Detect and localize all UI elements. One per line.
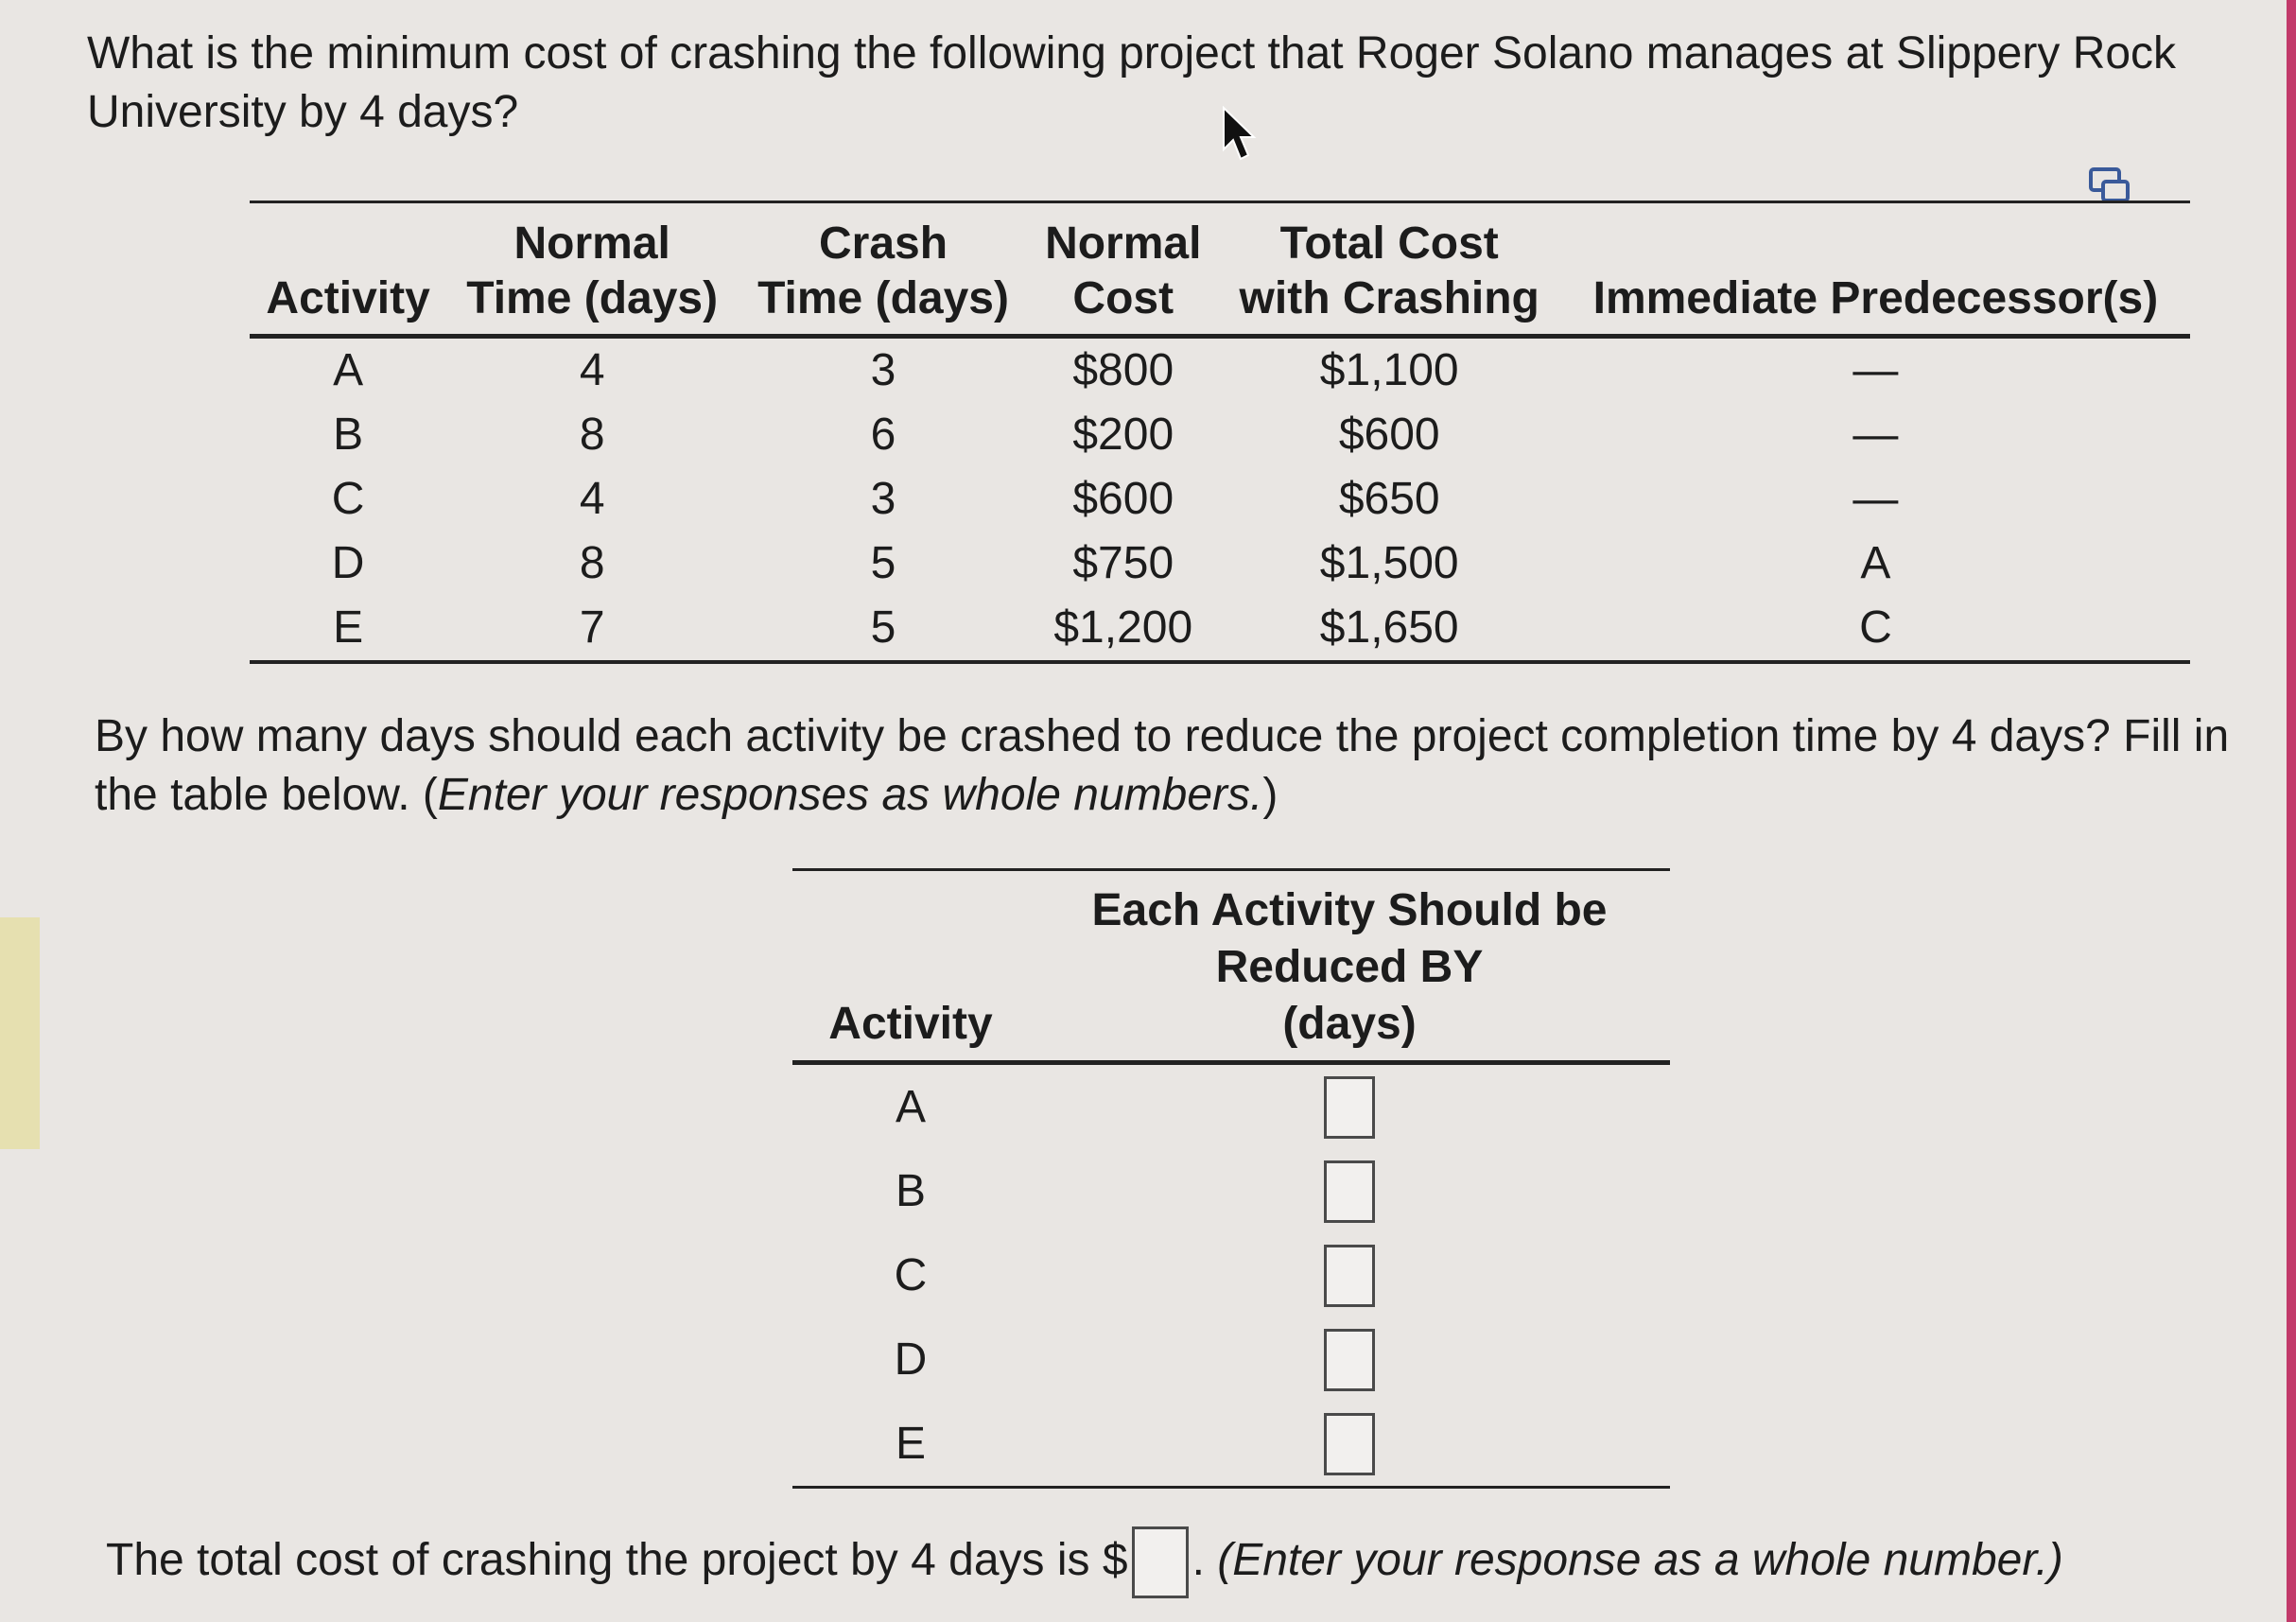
cell-total-cost: $650 bbox=[1338, 474, 1440, 524]
cell-normal-time: 8 bbox=[579, 538, 605, 588]
popout-icon[interactable] bbox=[2088, 166, 2131, 204]
cell-activity: A bbox=[333, 345, 364, 395]
answer-activity-label: E bbox=[895, 1419, 926, 1469]
cell-crash-time: 5 bbox=[870, 538, 896, 588]
mouse-cursor-icon bbox=[1220, 106, 1258, 163]
answer-activity-label: D bbox=[894, 1334, 928, 1385]
answer-header-row bbox=[792, 870, 1670, 1063]
answer-row bbox=[792, 1149, 1670, 1233]
answer-row bbox=[792, 1402, 1670, 1488]
table-row bbox=[250, 467, 2190, 532]
cell-normal-cost: $800 bbox=[1072, 345, 1174, 395]
table-header-row bbox=[250, 202, 2190, 337]
answer-col-reduction: Each Activity Should be Reduced BY (days) bbox=[1091, 885, 1608, 1049]
cell-activity: D bbox=[331, 538, 365, 588]
cell-predecessor: — bbox=[1852, 345, 1899, 395]
cell-predecessor: A bbox=[1860, 538, 1891, 588]
instructions-close: ) bbox=[1262, 770, 1278, 820]
cell-predecessor: C bbox=[1859, 602, 1892, 653]
cell-total-cost: $1,100 bbox=[1319, 345, 1459, 395]
col-header-crash-time: Crash Time (days) bbox=[757, 218, 1009, 323]
cell-normal-cost: $200 bbox=[1072, 410, 1174, 460]
project-data-table bbox=[250, 201, 2190, 664]
cell-crash-time: 5 bbox=[870, 602, 896, 653]
answer-row bbox=[792, 1063, 1670, 1150]
table-row bbox=[250, 596, 2190, 662]
table-row bbox=[250, 403, 2190, 467]
answer-activity-label: B bbox=[895, 1166, 926, 1216]
cell-normal-cost: $1,200 bbox=[1053, 602, 1193, 653]
cell-predecessor: — bbox=[1852, 474, 1899, 524]
col-header-activity: Activity bbox=[266, 273, 430, 323]
instructions-text bbox=[95, 707, 2270, 825]
side-highlight bbox=[0, 917, 40, 1149]
cell-total-cost: $1,650 bbox=[1319, 602, 1459, 653]
reduction-input-c[interactable] bbox=[1324, 1245, 1375, 1307]
cell-crash-time: 3 bbox=[870, 474, 896, 524]
total-cost-label: The total cost of crashing the project by 4 days is $ bbox=[106, 1535, 1128, 1585]
total-cost-input[interactable] bbox=[1132, 1526, 1189, 1598]
cell-activity: E bbox=[333, 602, 364, 653]
cell-crash-time: 6 bbox=[870, 410, 896, 460]
cell-normal-cost: $750 bbox=[1072, 538, 1174, 588]
instructions-body: By how many days should each activity be crashed to reduce the project completion time by 4 days? Fill in the table below. ( bbox=[95, 711, 2230, 820]
col-header-normal-time: Normal Time (days) bbox=[466, 218, 719, 323]
col-header-normal-cost: Normal Cost bbox=[1045, 218, 1202, 323]
answer-activity-label: C bbox=[894, 1250, 928, 1300]
cell-total-cost: $600 bbox=[1338, 410, 1440, 460]
answer-row bbox=[792, 1317, 1670, 1402]
table-row bbox=[250, 337, 2190, 404]
cell-normal-time: 8 bbox=[579, 410, 605, 460]
total-cost-line bbox=[106, 1523, 2063, 1598]
reduction-input-b[interactable] bbox=[1324, 1160, 1375, 1223]
cell-activity: B bbox=[333, 410, 364, 460]
reduction-input-d[interactable] bbox=[1324, 1329, 1375, 1391]
answer-col-activity: Activity bbox=[828, 999, 993, 1049]
total-cost-note: (Enter your response as a whole number.) bbox=[1217, 1535, 2063, 1585]
table-row bbox=[250, 532, 2190, 596]
question-text: What is the minimum cost of crashing the following project that Roger Solano manages at Slippery Rock University by 4 days? bbox=[87, 28, 2177, 137]
instructions-note: Enter your responses as whole numbers. bbox=[437, 770, 1263, 820]
cell-normal-time: 7 bbox=[579, 602, 605, 653]
reduction-input-e[interactable] bbox=[1324, 1413, 1375, 1475]
cell-normal-time: 4 bbox=[579, 474, 605, 524]
total-cost-suffix: . bbox=[1191, 1535, 1218, 1585]
cell-predecessor: — bbox=[1852, 410, 1899, 460]
cell-normal-cost: $600 bbox=[1072, 474, 1174, 524]
col-header-predecessors: Immediate Predecessor(s) bbox=[1592, 273, 2159, 323]
window-edge bbox=[2287, 0, 2296, 1622]
cell-normal-time: 4 bbox=[579, 345, 605, 395]
answer-table bbox=[792, 868, 1670, 1489]
reduction-input-a[interactable] bbox=[1324, 1076, 1375, 1139]
cell-activity: C bbox=[331, 474, 365, 524]
answer-activity-label: A bbox=[895, 1082, 926, 1132]
cell-total-cost: $1,500 bbox=[1319, 538, 1459, 588]
col-header-total-cost: Total Cost with Crashing bbox=[1239, 218, 1539, 323]
answer-row bbox=[792, 1233, 1670, 1317]
cell-crash-time: 3 bbox=[870, 345, 896, 395]
